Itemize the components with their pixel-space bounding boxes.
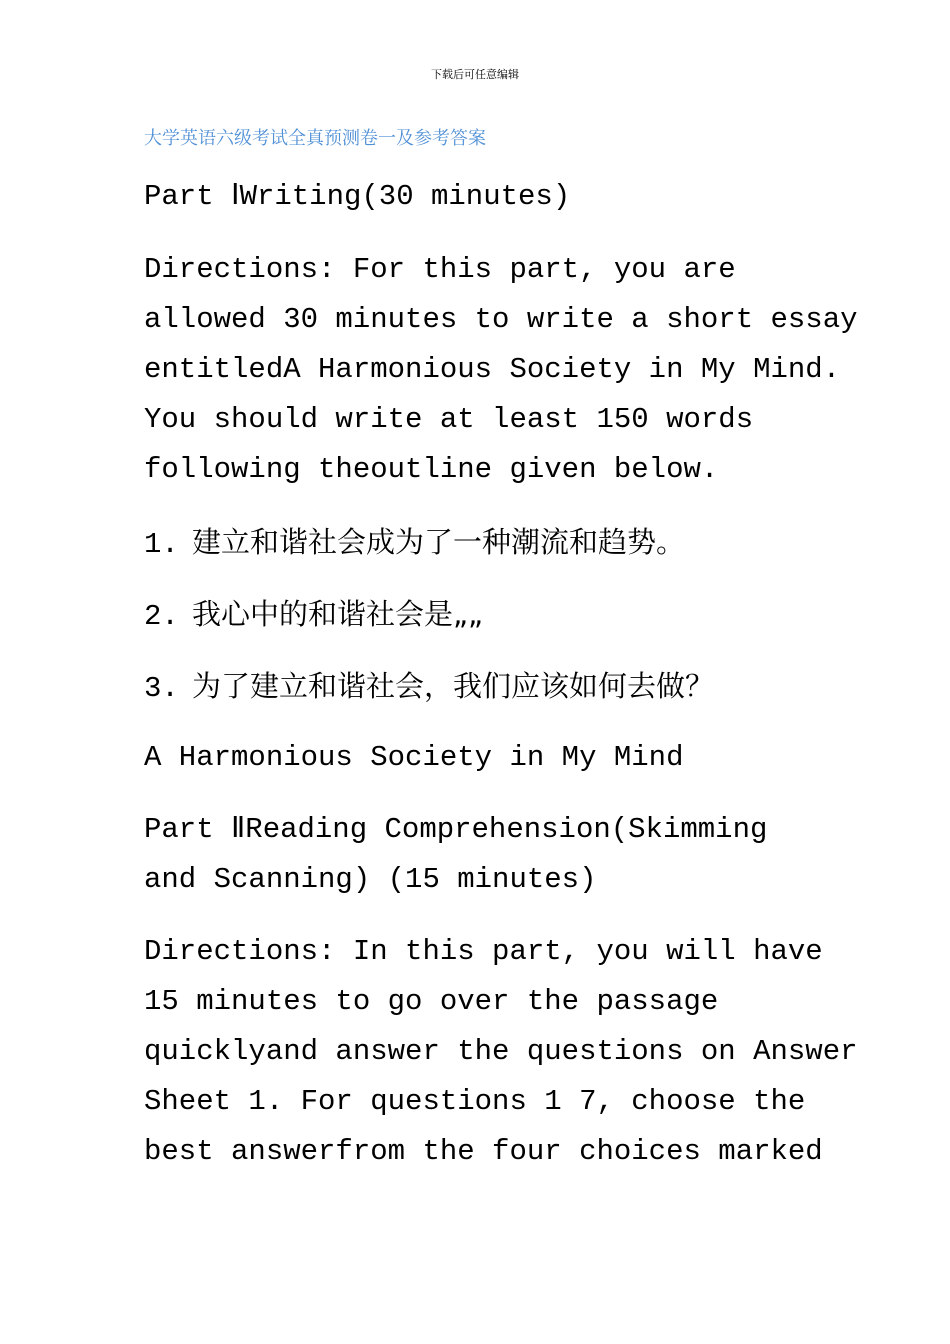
part2-heading-line: Part ⅡReading Comprehension(Skimming	[144, 813, 768, 846]
outline-list	[144, 589, 844, 639]
part2-directions-line: quicklyand answer the questions on Answer	[144, 1035, 858, 1068]
essay-title-text: A Harmonious Society in My Mind	[144, 741, 684, 774]
part1-directions-line: Directions: For this part, you are	[144, 253, 736, 286]
outline-text: 我心中的和谐社会是„„	[192, 597, 484, 631]
part2-directions	[144, 927, 858, 1177]
document-title: 大学英语六级考试全真预测卷一及参考答案	[144, 128, 486, 149]
outline-text: 建立和谐社会成为了一种潮流和趋势。	[192, 525, 686, 559]
part2-directions-line: Sheet 1. For questions 1 7, choose the	[144, 1085, 806, 1118]
outline-text: 为了建立和谐社会，我们应该如何去做？	[192, 669, 715, 703]
essay-title	[144, 733, 844, 783]
part1-directions	[144, 245, 858, 495]
outline-list	[144, 517, 844, 567]
outline-number: 1.	[144, 528, 179, 561]
part1-directions-line: following theoutline given below.	[144, 453, 719, 486]
outline-item	[144, 589, 844, 639]
part2-directions-line: 15 minutes to go over the passage	[144, 985, 719, 1018]
outline-item	[144, 661, 844, 711]
part2-directions-line: best answerfrom the four choices marked	[144, 1135, 823, 1168]
outline-number: 2.	[144, 600, 179, 633]
part1-directions-line: entitledA Harmonious Society in My Mind.	[144, 353, 841, 386]
part1-directions-line: You should write at least 150 words	[144, 403, 754, 436]
outline-number: 3.	[144, 672, 179, 705]
outline-list	[144, 661, 844, 711]
part2-heading-line: and Scanning) (15 minutes)	[144, 863, 597, 896]
part1-directions-line: allowed 30 minutes to write a short essay	[144, 303, 858, 336]
part2-directions-line: Directions: In this part, you will have	[144, 935, 823, 968]
header-note: 下载后可任意编辑	[431, 68, 519, 81]
outline-item	[144, 517, 844, 567]
part1-heading	[144, 172, 844, 222]
part2-heading	[144, 805, 844, 905]
part1-heading-text: Part ⅠWriting(30 minutes)	[144, 180, 571, 213]
